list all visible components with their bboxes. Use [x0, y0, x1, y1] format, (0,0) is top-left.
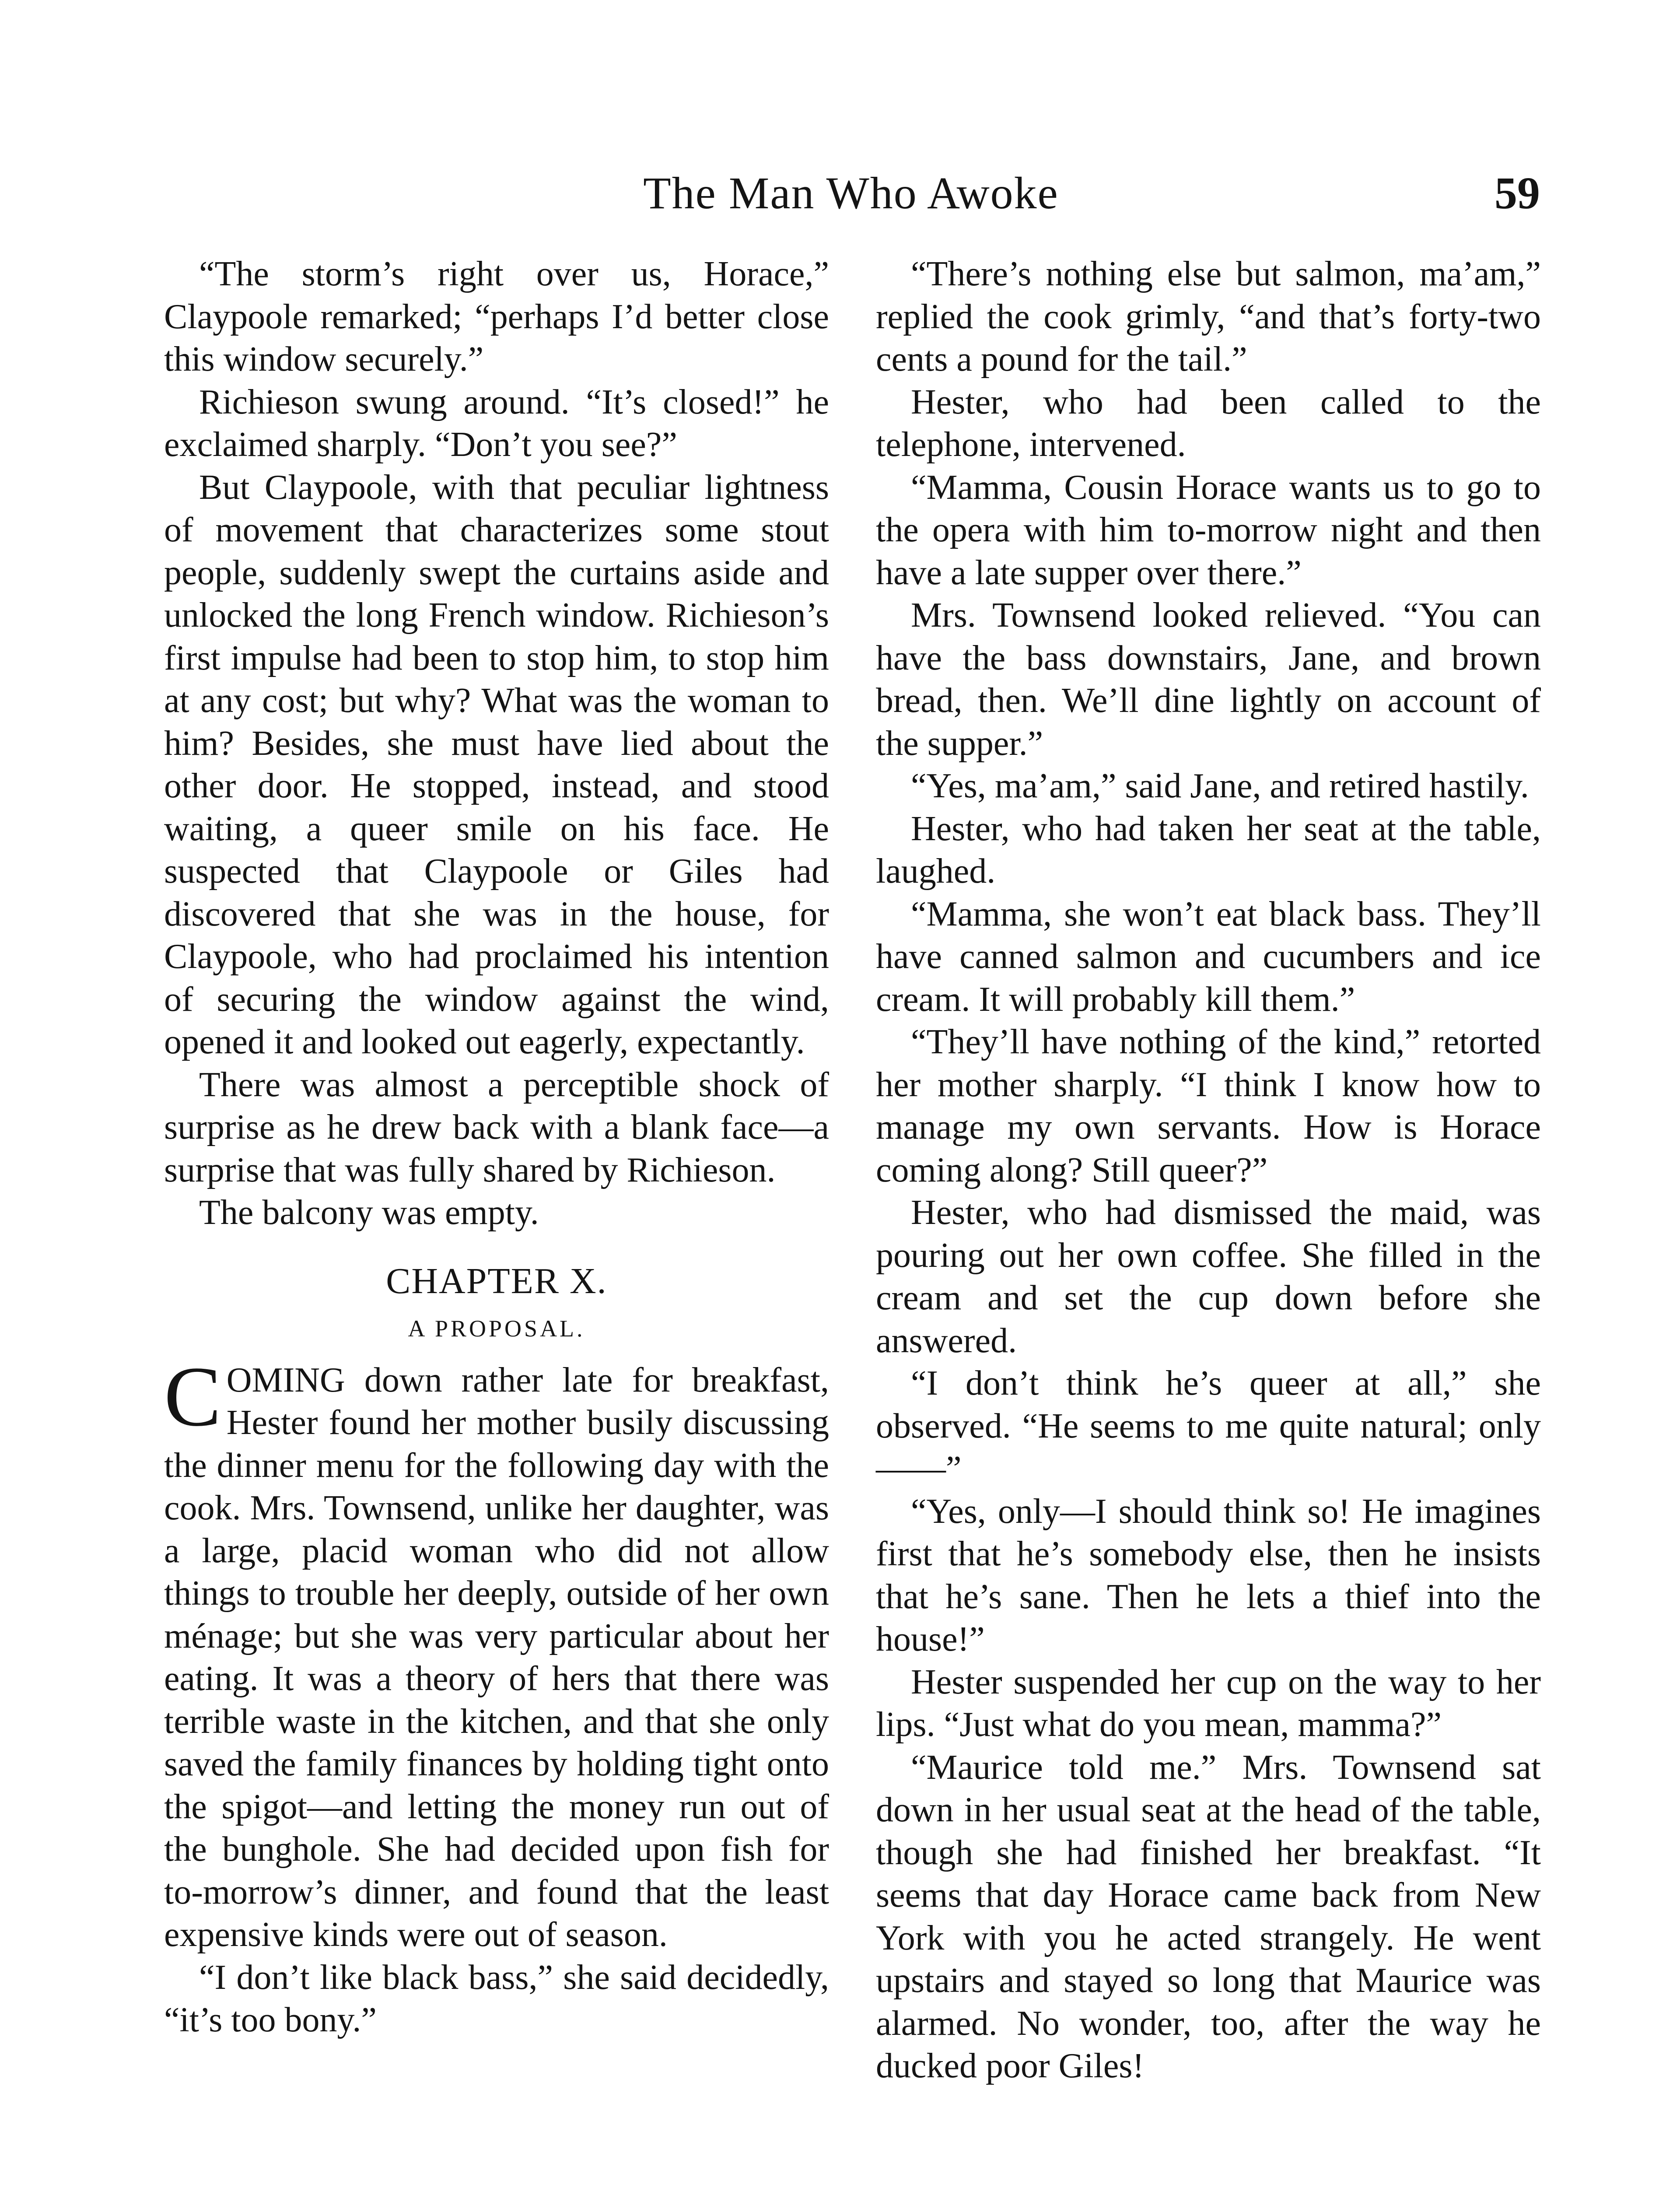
paragraph: “The storm’s right over us, Horace,” Claypoole remarked; “perhaps I’d better close this window securely.”: [164, 255, 829, 379]
paragraph: Hester, who had been called to the telephone, intervened.: [876, 382, 1541, 464]
paragraph: “Maurice told me.” Mrs. Townsend sat down in her usual seat at the head of the table, though she had finished her breakfast. “It seems that day Horace came back from New York with you he acted strangely. He went upstairs and stayed so long that Maurice was alarmed. No wonder, too, after the way he ducked poor Giles!: [876, 1748, 1541, 2085]
chapter-heading: CHAPTER X.: [386, 1260, 607, 1301]
paragraph: Hester, who had dismissed the maid, was pouring out her own coffee. She filled in the cream and set the cup down before she answered.: [876, 1193, 1541, 1360]
paragraph: Hester, who had taken her seat at the table, laughed.: [876, 809, 1541, 891]
paragraph: “Mamma, Cousin Horace wants us to go to the opera with him to-morrow night and then have a late supper over there.”: [876, 468, 1541, 592]
paragraph: “They’ll have nothing of the kind,” retorted her mother sharply. “I think I know how to manage my own servants. How is Horace coming along? Still queer?”: [876, 1023, 1541, 1189]
paragraph: “There’s nothing else but salmon, ma’am,” replied the cook grimly, “and that’s forty-two cents a pound for the tail.”: [876, 255, 1541, 379]
drop-cap: C: [164, 1349, 221, 1444]
paragraph: Hester suspended her cup on the way to her lips. “Just what do you mean, mamma?”: [876, 1662, 1541, 1744]
paragraph: “I don’t think he’s queer at all,” she observed. “He seems to me quite natural; only——”: [876, 1364, 1541, 1488]
paragraph: Mrs. Townsend looked relieved. “You can have the bass downstairs, Jane, and brown bread, then. We’ll dine lightly on account of the supper.”: [876, 596, 1541, 763]
paragraph: Richieson swung around. “It’s closed!” he exclaimed sharply. “Don’t you see?”: [164, 382, 829, 464]
paragraph: But Claypoole, with that peculiar lightness of movement that characterizes some stout people, suddenly swept the curtains aside and unlocked the long French window. Richieson’s first impulse had been to stop him, to stop him at any cost; but why? What was the woman to him? Besides, she must have lied about the other door. He stopped, instead, and stood waiting, a queer smile on his face. He suspected that Claypoole or Giles had discovered that she was in the house, for Claypoole, who had proclaimed his intention of securing the window against the wind, opened it and looked out eagerly, expectantly.: [164, 468, 829, 1061]
paragraph: “Mamma, she won’t eat black bass. They’ll have canned salmon and cucumbers and ice cream. It will probably kill them.”: [876, 894, 1541, 1019]
paragraph: “Yes, only—I should think so! He imagines first that he’s somebody else, then he insists that he’s sane. Then he lets a thief into the house!”: [876, 1492, 1541, 1659]
chapter-opening-text: OMING down rather late for breakfast, Hester found her mother busily discussing the dinner menu for the following day with the cook. Mrs. Townsend, unlike her daughter, was a large, placid woman who did not allow things to trouble her deeply, outside of her own ménage; but she was very particular about her eating. It was a theory of hers that there was terrible waste in the kitchen, and that she only saved the family finances by holding tight onto the spigot—and letting the money run out of the bunghole. She had decided upon fish for to-morrow’s dinner, and found that the least expensive kinds were out of season.: [164, 1360, 829, 1954]
left-column: [164, 253, 829, 2042]
paragraph: There was almost a perceptible shock of surprise as he drew back with a blank face—a surprise that was fully shared by Richieson.: [164, 1065, 829, 1189]
paragraph: The balcony was empty.: [199, 1193, 539, 1232]
chapter-subtitle: A PROPOSAL.: [408, 1315, 585, 1342]
running-head: [162, 167, 1540, 224]
chapter-opening-paragraph: [164, 1349, 829, 1957]
right-column: [876, 253, 1541, 2088]
paragraph: “Yes, ma’am,” said Jane, and retired hastily.: [911, 767, 1529, 805]
page-number: 59: [1494, 168, 1540, 218]
running-title: The Man Who Awoke: [643, 168, 1059, 218]
paragraph: “I don’t like black bass,” she said decidedly, “it’s too bony.”: [164, 1958, 829, 2039]
